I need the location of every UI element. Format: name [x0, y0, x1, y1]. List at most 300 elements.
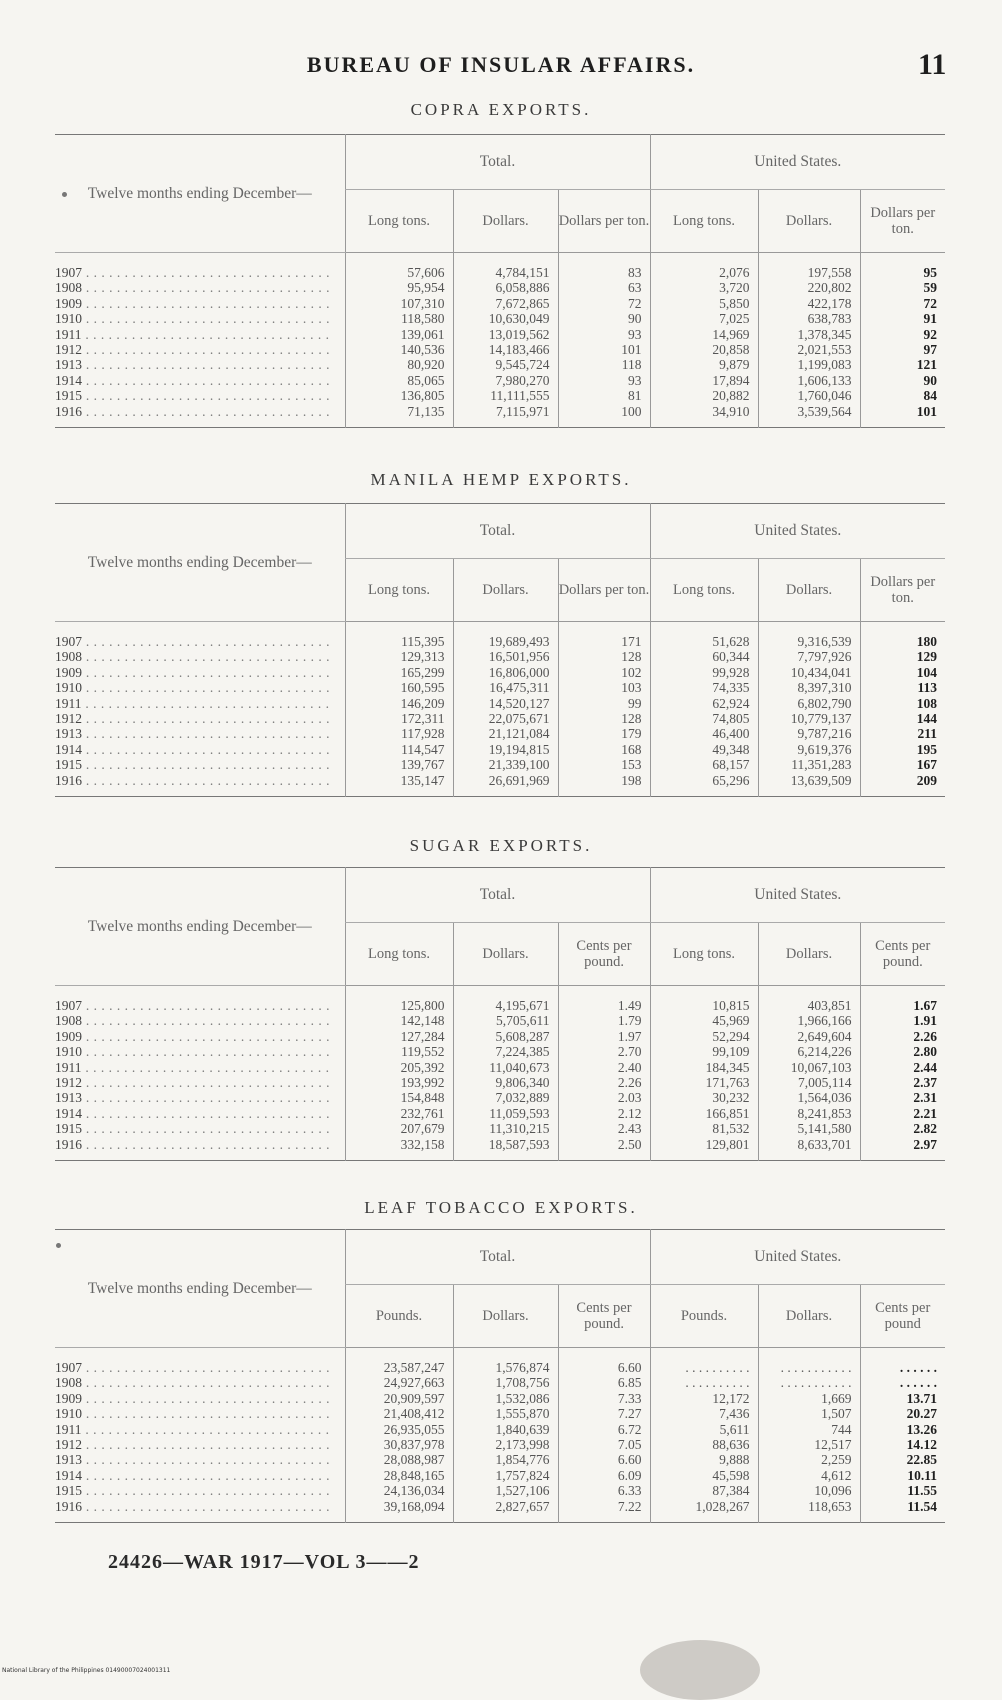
value-cell: 103: [558, 680, 650, 695]
value-cell: 9,545,724: [453, 357, 558, 372]
value-cell: 81,532: [650, 1121, 758, 1136]
value-cell: 114,547: [345, 742, 453, 757]
value-cell: 102: [558, 665, 650, 680]
value-cell: 62,924: [650, 696, 758, 711]
value-cell: 211: [860, 726, 945, 741]
value-cell: 16,501,956: [453, 649, 558, 664]
table-row: [55, 404, 945, 428]
value-cell: 10,434,041: [758, 665, 860, 680]
value-cell: 7,005,114: [758, 1075, 860, 1090]
column-header: Long tons.: [345, 190, 453, 253]
value-cell: 9,316,539: [758, 622, 860, 650]
table-row: [55, 388, 945, 403]
value-cell: 11.54: [860, 1499, 945, 1523]
value-cell: 136,805: [345, 388, 453, 403]
year-cell: 1908 . . .: [55, 280, 345, 295]
table-row: [55, 726, 945, 741]
column-header: Dollars.: [758, 190, 860, 253]
value-cell: 171: [558, 622, 650, 650]
value-cell: 198: [558, 773, 650, 797]
value-cell: 167: [860, 757, 945, 772]
value-cell: 13,639,509: [758, 773, 860, 797]
value-cell: 1,840,639: [453, 1422, 558, 1437]
year-cell: 1916 . . .: [55, 1137, 345, 1161]
value-cell: 2.40: [558, 1060, 650, 1075]
value-cell: 19,194,815: [453, 742, 558, 757]
table-row: [55, 296, 945, 311]
table-row: [55, 649, 945, 664]
value-cell: 2.80: [860, 1044, 945, 1059]
column-header: Dollars.: [453, 559, 558, 622]
value-cell: 18,587,593: [453, 1137, 558, 1161]
table-row: [55, 1483, 945, 1498]
value-cell: 8,241,853: [758, 1106, 860, 1121]
column-header: Dollars per ton.: [860, 190, 945, 253]
value-cell: 135,147: [345, 773, 453, 797]
column-header: Pounds.: [650, 1285, 758, 1348]
value-cell: 139,061: [345, 327, 453, 342]
year-cell: 1912 . . .: [55, 1437, 345, 1452]
year-cell: 1909 . . .: [55, 296, 345, 311]
table-row: [55, 1499, 945, 1523]
value-cell: 52,294: [650, 1029, 758, 1044]
value-cell: 21,408,412: [345, 1406, 453, 1421]
value-cell: 87,384: [650, 1483, 758, 1498]
value-cell: . . . . . . . . . . .: [758, 1348, 860, 1376]
value-cell: 95: [860, 253, 945, 281]
value-cell: 1,199,083: [758, 357, 860, 372]
column-header: Dollars.: [453, 190, 558, 253]
value-cell: 119,552: [345, 1044, 453, 1059]
value-cell: 60,344: [650, 649, 758, 664]
table-row: [55, 622, 945, 650]
value-cell: 2,173,998: [453, 1437, 558, 1452]
value-cell: 146,209: [345, 696, 453, 711]
value-cell: 11,059,593: [453, 1106, 558, 1121]
value-cell: 6.33: [558, 1483, 650, 1498]
value-cell: 26,935,055: [345, 1422, 453, 1437]
year-cell: 1915 . . .: [55, 757, 345, 772]
value-cell: 207,679: [345, 1121, 453, 1136]
table-row: [55, 357, 945, 372]
value-cell: 30,837,978: [345, 1437, 453, 1452]
value-cell: 74,805: [650, 711, 758, 726]
value-cell: 153: [558, 757, 650, 772]
year-cell: 1912 . . .: [55, 342, 345, 357]
value-cell: 168: [558, 742, 650, 757]
table-row: [55, 1452, 945, 1467]
column-header: Long tons.: [345, 559, 453, 622]
value-cell: 45,969: [650, 1013, 758, 1028]
value-cell: 10,779,137: [758, 711, 860, 726]
value-cell: 24,136,034: [345, 1483, 453, 1498]
value-cell: 4,784,151: [453, 253, 558, 281]
year-cell: 1908 . . .: [55, 649, 345, 664]
table-row: [55, 253, 945, 281]
value-cell: 108: [860, 696, 945, 711]
table-row: [55, 311, 945, 326]
value-cell: 5,141,580: [758, 1121, 860, 1136]
value-cell: 8,633,701: [758, 1137, 860, 1161]
column-header: Long tons.: [650, 190, 758, 253]
value-cell: 72: [860, 296, 945, 311]
value-cell: 20.27: [860, 1406, 945, 1421]
group-header-united-states: United States.: [650, 504, 945, 559]
value-cell: 11,111,555: [453, 388, 558, 403]
year-cell: 1907 . . .: [55, 253, 345, 281]
value-cell: 95,954: [345, 280, 453, 295]
value-cell: 1.91: [860, 1013, 945, 1028]
row-header: Twelve months ending December—: [55, 1230, 345, 1348]
value-cell: 1.79: [558, 1013, 650, 1028]
value-cell: 21,121,084: [453, 726, 558, 741]
value-cell: 101: [558, 342, 650, 357]
value-cell: . . . . . . . . . .: [650, 1375, 758, 1390]
value-cell: 90: [860, 373, 945, 388]
row-header: Twelve months ending December—: [55, 504, 345, 622]
value-cell: 117,928: [345, 726, 453, 741]
table-row: [55, 1075, 945, 1090]
year-cell: 1909 . . .: [55, 1029, 345, 1044]
value-cell: 1,669: [758, 1391, 860, 1406]
year-cell: 1915 . . .: [55, 1483, 345, 1498]
value-cell: 28,088,987: [345, 1452, 453, 1467]
value-cell: 51,628: [650, 622, 758, 650]
value-cell: 113: [860, 680, 945, 695]
scan-credit: National Library of the Philippines 01490007024001311: [2, 1667, 171, 1674]
value-cell: 88,636: [650, 1437, 758, 1452]
year-cell: 1907 . . .: [55, 1348, 345, 1376]
value-cell: 2.26: [558, 1075, 650, 1090]
value-cell: 59: [860, 280, 945, 295]
value-cell: 93: [558, 327, 650, 342]
value-cell: 3,539,564: [758, 404, 860, 428]
value-cell: 638,783: [758, 311, 860, 326]
value-cell: 6.85: [558, 1375, 650, 1390]
value-cell: 10,630,049: [453, 311, 558, 326]
year-cell: 1914 . . .: [55, 742, 345, 757]
column-header: Dollars.: [758, 559, 860, 622]
value-cell: 5,705,611: [453, 1013, 558, 1028]
value-cell: 129,313: [345, 649, 453, 664]
value-cell: 118,580: [345, 311, 453, 326]
value-cell: 26,691,969: [453, 773, 558, 797]
table-row: [55, 711, 945, 726]
value-cell: 23,587,247: [345, 1348, 453, 1376]
year-cell: 1916 . . .: [55, 773, 345, 797]
value-cell: 1,564,036: [758, 1090, 860, 1105]
value-cell: 7.05: [558, 1437, 650, 1452]
value-cell: 9,619,376: [758, 742, 860, 757]
year-cell: 1909 . . .: [55, 665, 345, 680]
value-cell: 22,075,671: [453, 711, 558, 726]
table-row: [55, 1106, 945, 1121]
value-cell: 10.11: [860, 1468, 945, 1483]
value-cell: 1,854,776: [453, 1452, 558, 1467]
value-cell: 197,558: [758, 253, 860, 281]
value-cell: . . . . . . . . . .: [650, 1348, 758, 1376]
year-cell: 1911 . . .: [55, 1060, 345, 1075]
value-cell: 10,096: [758, 1483, 860, 1498]
value-cell: 2.50: [558, 1137, 650, 1161]
table-row: [55, 1437, 945, 1452]
value-cell: 403,851: [758, 986, 860, 1014]
value-cell: 142,148: [345, 1013, 453, 1028]
value-cell: 13.71: [860, 1391, 945, 1406]
table-row: [55, 1060, 945, 1075]
value-cell: 129: [860, 649, 945, 664]
value-cell: 99,928: [650, 665, 758, 680]
row-header: Twelve months ending December—: [55, 135, 345, 253]
year-cell: 1908 . . .: [55, 1013, 345, 1028]
table-row: [55, 327, 945, 342]
year-cell: 1915 . . .: [55, 1121, 345, 1136]
column-header: Cents per pound.: [860, 923, 945, 986]
value-cell: 7.33: [558, 1391, 650, 1406]
value-cell: 2.82: [860, 1121, 945, 1136]
value-cell: 220,802: [758, 280, 860, 295]
table-row: [55, 280, 945, 295]
column-header: Long tons.: [650, 559, 758, 622]
value-cell: 28,848,165: [345, 1468, 453, 1483]
value-cell: 14,520,127: [453, 696, 558, 711]
value-cell: 2.70: [558, 1044, 650, 1059]
value-cell: 99: [558, 696, 650, 711]
value-cell: 99,109: [650, 1044, 758, 1059]
value-cell: 7,224,385: [453, 1044, 558, 1059]
value-cell: 172,311: [345, 711, 453, 726]
value-cell: 1,507: [758, 1406, 860, 1421]
year-cell: 1911 . . .: [55, 327, 345, 342]
value-cell: 2,649,604: [758, 1029, 860, 1044]
year-cell: 1909 . . .: [55, 1391, 345, 1406]
value-cell: 6.09: [558, 1468, 650, 1483]
value-cell: . . . . . . . . . . .: [758, 1375, 860, 1390]
value-cell: 14,969: [650, 327, 758, 342]
year-cell: 1914 . . .: [55, 1468, 345, 1483]
value-cell: 2.26: [860, 1029, 945, 1044]
value-cell: 744: [758, 1422, 860, 1437]
table-row: [55, 1090, 945, 1105]
value-cell: 1,966,166: [758, 1013, 860, 1028]
table-copra: [55, 134, 945, 428]
value-cell: 92: [860, 327, 945, 342]
footer-line: 24426—WAR 1917—VOL 3——2: [108, 1551, 420, 1573]
value-cell: 193,992: [345, 1075, 453, 1090]
year-cell: 1914 . . .: [55, 373, 345, 388]
value-cell: 11,310,215: [453, 1121, 558, 1136]
value-cell: 2.97: [860, 1137, 945, 1161]
value-cell: 19,689,493: [453, 622, 558, 650]
value-cell: 63: [558, 280, 650, 295]
value-cell: 9,806,340: [453, 1075, 558, 1090]
value-cell: 49,348: [650, 742, 758, 757]
column-header: Long tons.: [345, 923, 453, 986]
value-cell: 2.21: [860, 1106, 945, 1121]
value-cell: 85,065: [345, 373, 453, 388]
column-header: Long tons.: [650, 923, 758, 986]
value-cell: . . . . . .: [860, 1375, 945, 1390]
value-cell: 115,395: [345, 622, 453, 650]
value-cell: 332,158: [345, 1137, 453, 1161]
table-row: [55, 986, 945, 1014]
value-cell: 7,797,926: [758, 649, 860, 664]
year-cell: 1912 . . .: [55, 1075, 345, 1090]
value-cell: 20,858: [650, 342, 758, 357]
value-cell: 2.37: [860, 1075, 945, 1090]
value-cell: 20,909,597: [345, 1391, 453, 1406]
value-cell: 2,827,657: [453, 1499, 558, 1523]
value-cell: 11.55: [860, 1483, 945, 1498]
value-cell: 107,310: [345, 296, 453, 311]
year-cell: 1911 . . .: [55, 696, 345, 711]
value-cell: 7,025: [650, 311, 758, 326]
value-cell: 7,436: [650, 1406, 758, 1421]
table-row: [55, 1422, 945, 1437]
value-cell: 13,019,562: [453, 327, 558, 342]
value-cell: 6,802,790: [758, 696, 860, 711]
value-cell: 34,910: [650, 404, 758, 428]
value-cell: 5,611: [650, 1422, 758, 1437]
value-cell: 57,606: [345, 253, 453, 281]
column-header: Dollars.: [453, 1285, 558, 1348]
table-row: [55, 696, 945, 711]
value-cell: 118,653: [758, 1499, 860, 1523]
value-cell: 1,708,756: [453, 1375, 558, 1390]
year-cell: 1916 . . .: [55, 404, 345, 428]
value-cell: 5,608,287: [453, 1029, 558, 1044]
value-cell: 128: [558, 649, 650, 664]
column-header: Cents per pound.: [558, 1285, 650, 1348]
value-cell: 128: [558, 711, 650, 726]
value-cell: 81: [558, 388, 650, 403]
table-title-leaf-tobacco: LEAF TOBACCO EXPORTS.: [364, 1198, 638, 1217]
year-cell: 1908 . . .: [55, 1375, 345, 1390]
value-cell: 6.72: [558, 1422, 650, 1437]
year-cell: 1913 . . .: [55, 726, 345, 741]
value-cell: 118: [558, 357, 650, 372]
table-row: [55, 680, 945, 695]
value-cell: 6,058,886: [453, 280, 558, 295]
group-header-united-states: United States.: [650, 868, 945, 923]
group-header-united-states: United States.: [650, 135, 945, 190]
value-cell: 93: [558, 373, 650, 388]
value-cell: 91: [860, 311, 945, 326]
year-cell: 1913 . . .: [55, 1452, 345, 1467]
table-row: [55, 1406, 945, 1421]
table-row: [55, 1391, 945, 1406]
value-cell: 6.60: [558, 1452, 650, 1467]
value-cell: 22.85: [860, 1452, 945, 1467]
value-cell: 1,532,086: [453, 1391, 558, 1406]
value-cell: 84: [860, 388, 945, 403]
value-cell: 139,767: [345, 757, 453, 772]
value-cell: 74,335: [650, 680, 758, 695]
group-header-total: Total.: [345, 135, 650, 190]
value-cell: 12,517: [758, 1437, 860, 1452]
value-cell: . . . . . .: [860, 1348, 945, 1376]
value-cell: 46,400: [650, 726, 758, 741]
value-cell: 2.03: [558, 1090, 650, 1105]
value-cell: 14,183,466: [453, 342, 558, 357]
value-cell: 65,296: [650, 773, 758, 797]
table-row: [55, 1348, 945, 1376]
year-cell: 1913 . . .: [55, 1090, 345, 1105]
value-cell: 3,720: [650, 280, 758, 295]
table-manila-hemp: [55, 503, 945, 797]
value-cell: 140,536: [345, 342, 453, 357]
table-row: [55, 373, 945, 388]
value-cell: 80,920: [345, 357, 453, 372]
year-cell: 1910 . . .: [55, 1044, 345, 1059]
value-cell: 1,028,267: [650, 1499, 758, 1523]
year-cell: 1910 . . .: [55, 311, 345, 326]
value-cell: 205,392: [345, 1060, 453, 1075]
value-cell: 6.60: [558, 1348, 650, 1376]
value-cell: 7,115,971: [453, 404, 558, 428]
value-cell: 121: [860, 357, 945, 372]
value-cell: 1,378,345: [758, 327, 860, 342]
table-row: [55, 342, 945, 357]
value-cell: 11,040,673: [453, 1060, 558, 1075]
value-cell: 104: [860, 665, 945, 680]
value-cell: 97: [860, 342, 945, 357]
value-cell: 1,555,870: [453, 1406, 558, 1421]
table-leaf-tobacco: [55, 1229, 945, 1523]
column-header: Cents per pound: [860, 1285, 945, 1348]
year-cell: 1916 . . .: [55, 1499, 345, 1523]
value-cell: 10,067,103: [758, 1060, 860, 1075]
value-cell: 180: [860, 622, 945, 650]
column-header: Dollars.: [758, 923, 860, 986]
value-cell: 8,397,310: [758, 680, 860, 695]
value-cell: 2.12: [558, 1106, 650, 1121]
value-cell: 12,172: [650, 1391, 758, 1406]
value-cell: 1,606,133: [758, 373, 860, 388]
value-cell: 13.26: [860, 1422, 945, 1437]
value-cell: 179: [558, 726, 650, 741]
table-row: [55, 1137, 945, 1161]
column-header: Cents per pound.: [558, 923, 650, 986]
value-cell: 4,195,671: [453, 986, 558, 1014]
value-cell: 16,806,000: [453, 665, 558, 680]
value-cell: 9,888: [650, 1452, 758, 1467]
value-cell: 1,760,046: [758, 388, 860, 403]
column-header: Dollars per ton.: [558, 190, 650, 253]
value-cell: 209: [860, 773, 945, 797]
table-row: [55, 665, 945, 680]
value-cell: 71,135: [345, 404, 453, 428]
column-header: Dollars per ton.: [558, 559, 650, 622]
value-cell: 2,021,553: [758, 342, 860, 357]
value-cell: 24,927,663: [345, 1375, 453, 1390]
column-header: Pounds.: [345, 1285, 453, 1348]
value-cell: 11,351,283: [758, 757, 860, 772]
value-cell: 16,475,311: [453, 680, 558, 695]
value-cell: 129,801: [650, 1137, 758, 1161]
value-cell: 83: [558, 253, 650, 281]
table-title-sugar: SUGAR EXPORTS.: [409, 836, 593, 855]
year-cell: 1907 . . .: [55, 986, 345, 1014]
row-header: Twelve months ending December—: [55, 868, 345, 986]
value-cell: 6,214,226: [758, 1044, 860, 1059]
value-cell: 14.12: [860, 1437, 945, 1452]
value-cell: 184,345: [650, 1060, 758, 1075]
year-cell: 1910 . . .: [55, 680, 345, 695]
value-cell: 422,178: [758, 296, 860, 311]
group-header-total: Total.: [345, 504, 650, 559]
value-cell: 2,076: [650, 253, 758, 281]
